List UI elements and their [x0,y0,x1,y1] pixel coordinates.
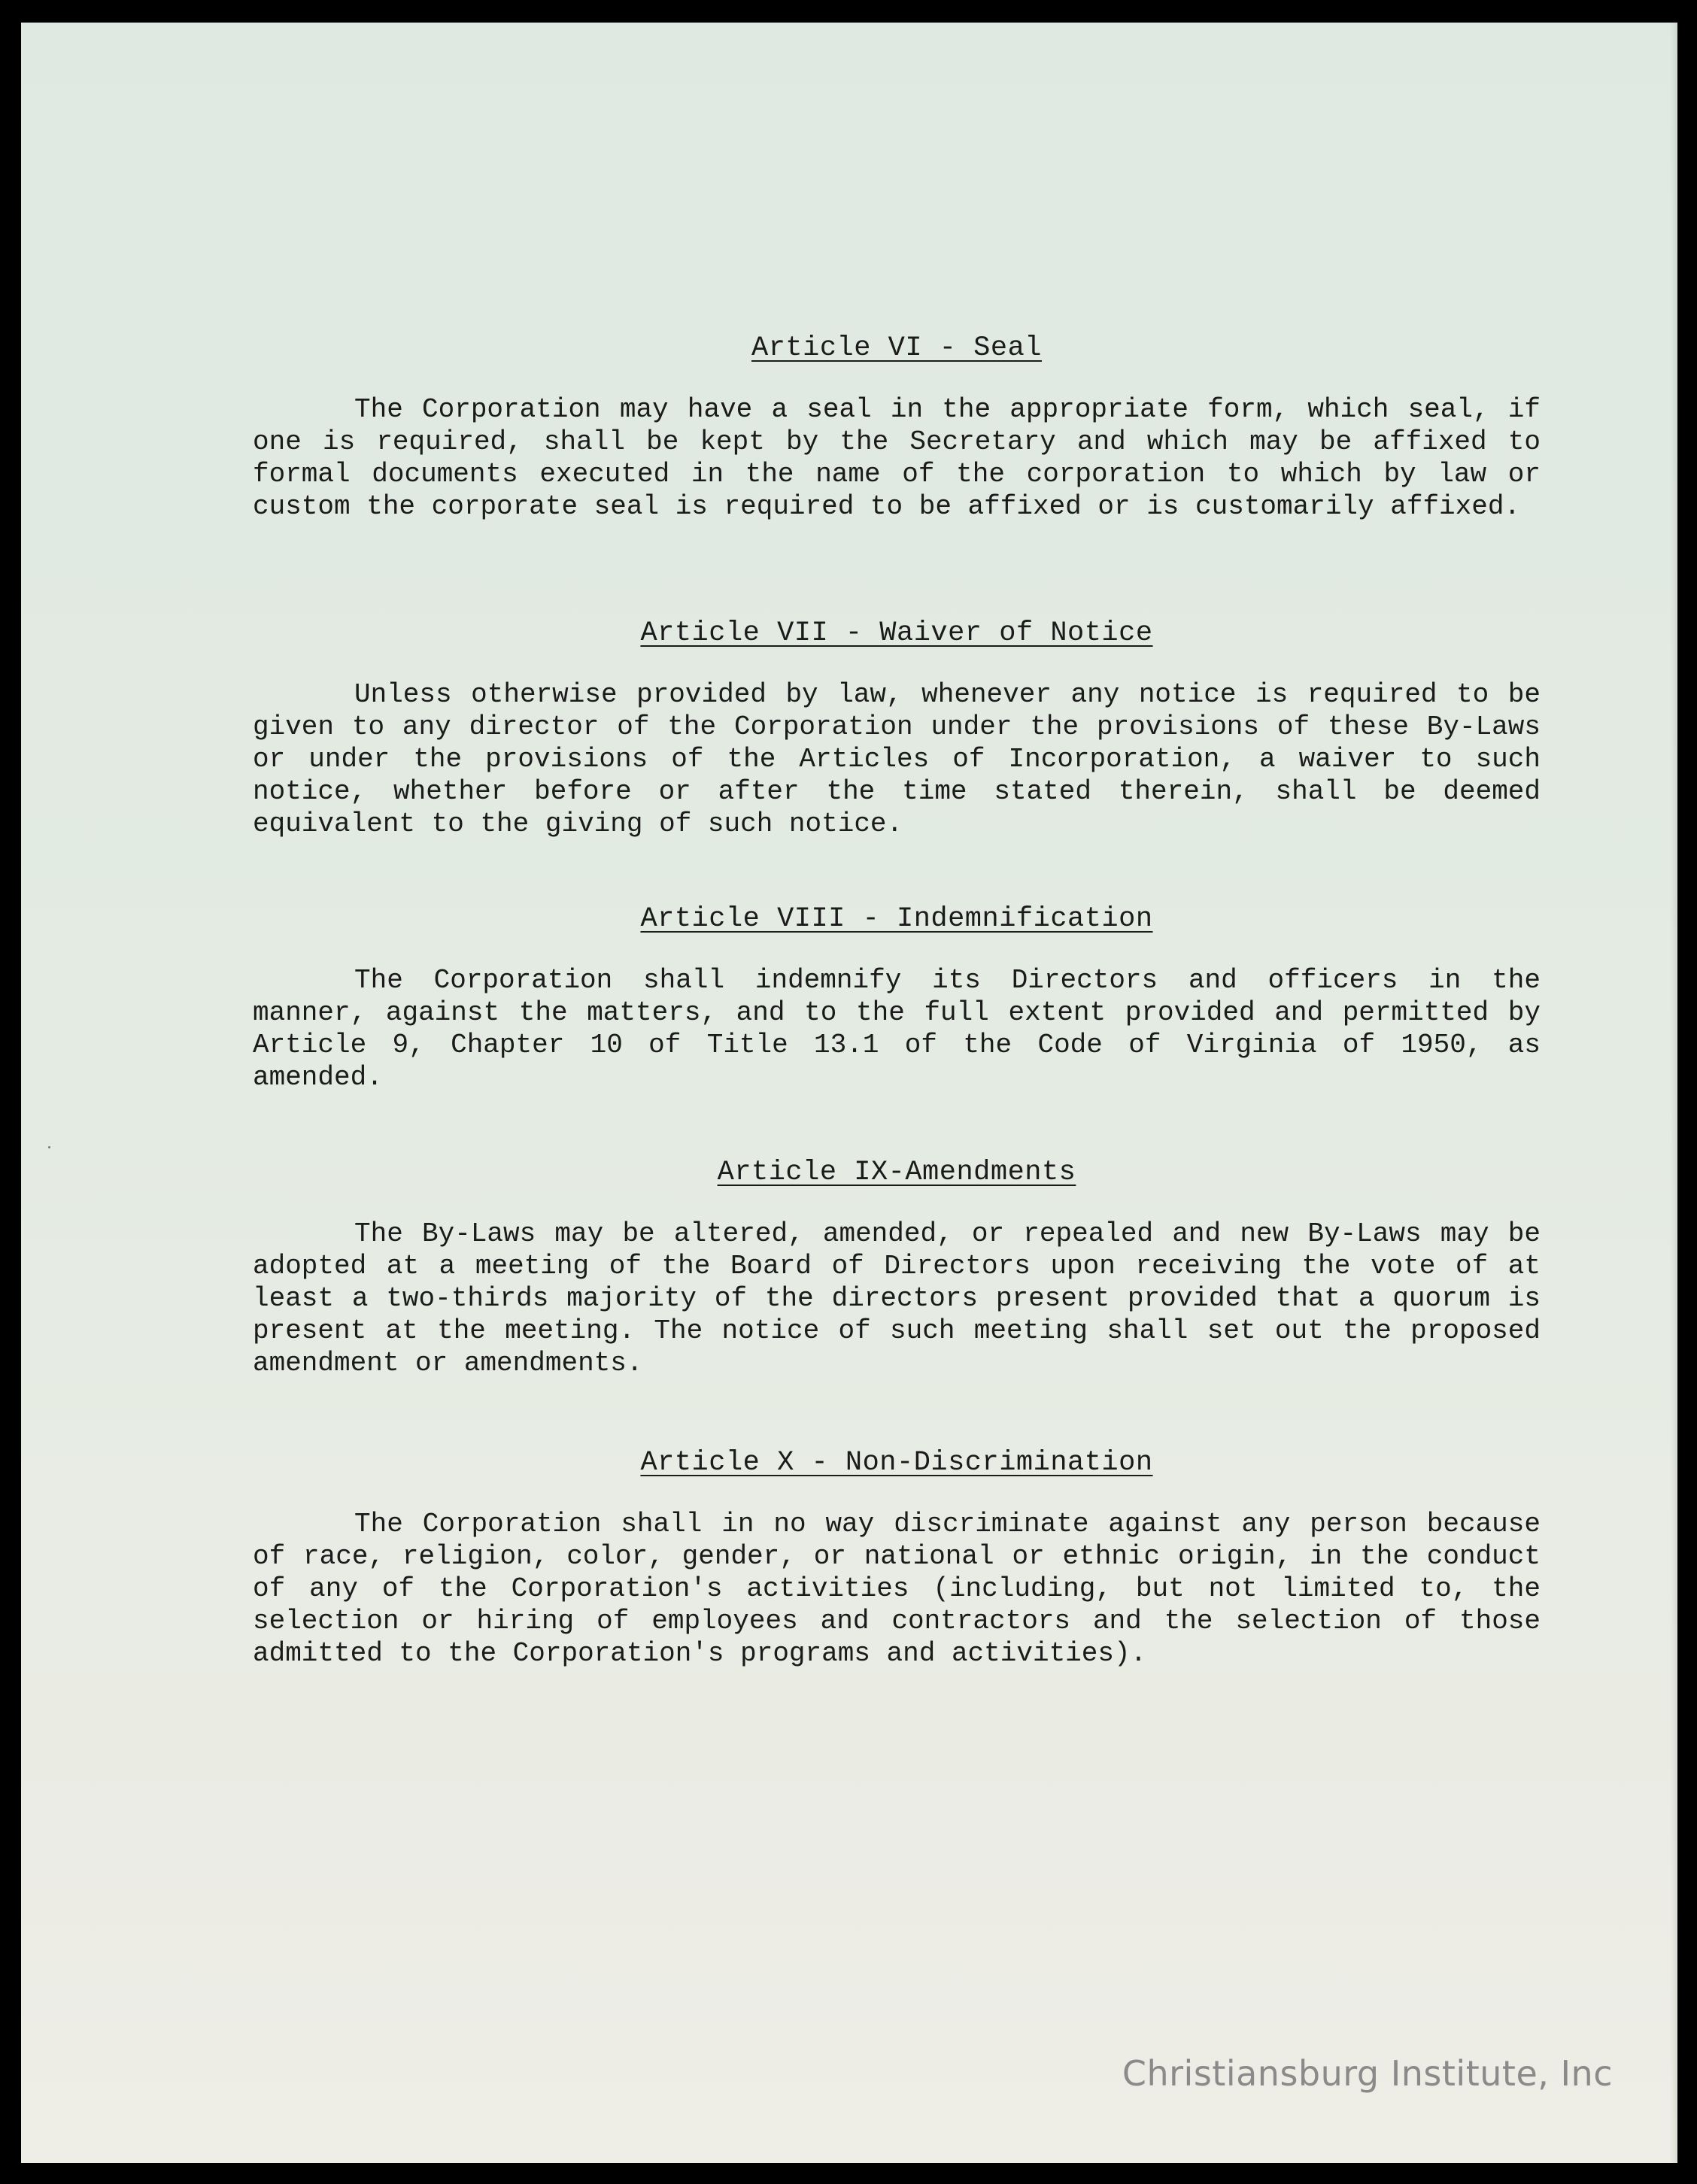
article-viii-body: The Corporation shall indemnify its Directors and officers in the manner, against the matters, and to the full extent provided and permitted by Article 9, Chapter 10 of Title 13.1 of the Code of Virginia of 1950, as amended. [253,965,1541,1093]
article-viii-heading: Article VIII - Indemnification [640,903,1153,935]
article-vi-body: The Corporation may have a seal in the appropriate form, which seal, if one is required, shall be kept by the Secretary and which may be affixed to formal documents executed in the name of the corporation to which by law or custom the corporate seal is required to be affixed or is customarily affixed. [253,394,1541,522]
article-ix-heading: Article IX-Amendments [717,1157,1076,1188]
article-x-section [253,1447,1541,1670]
article-x-heading: Article X - Non-Discrimination [640,1447,1153,1479]
document-body [253,332,1541,1670]
article-ix-body: The By-Laws may be altered, amended, or repealed and new By-Laws may be adopted at a meeting of the Board of Directors upon receiving the vote of at least a two-thirds majority of the directors present provided that a quorum is present at the meeting. The notice of such meeting shall set out the proposed amendment or amendments. [253,1218,1541,1379]
article-vii-body: Unless otherwise provided by law, whenever any notice is required to be given to any director of the Corporation under the provisions of these By-Laws or under the provisions of the Articles of Incorporation, a waiver to such notice, whether before or after the time stated therein, shall be deemed equivalent to the giving of such notice. [253,679,1541,839]
article-vi-section [253,332,1541,523]
article-vi-heading: Article VI - Seal [751,332,1042,364]
article-ix-section [253,1157,1541,1379]
scan-speck [48,1146,50,1148]
article-vii-heading: Article VII - Waiver of Notice [640,617,1153,649]
article-viii-section [253,903,1541,1094]
article-vii-section [253,617,1541,840]
document-page [21,23,1677,2163]
article-x-body: The Corporation shall in no way discriminate against any person because of race, religion, color, gender, or national or ethnic origin, in the conduct of any of the Corporation's activities (including, but not limited to, the selection or hiring of employees and contractors and the selection of those admitted to the Corporation's programs and activities). [253,1509,1541,1669]
watermark: Christiansburg Institute, Inc [1122,2053,1613,2094]
